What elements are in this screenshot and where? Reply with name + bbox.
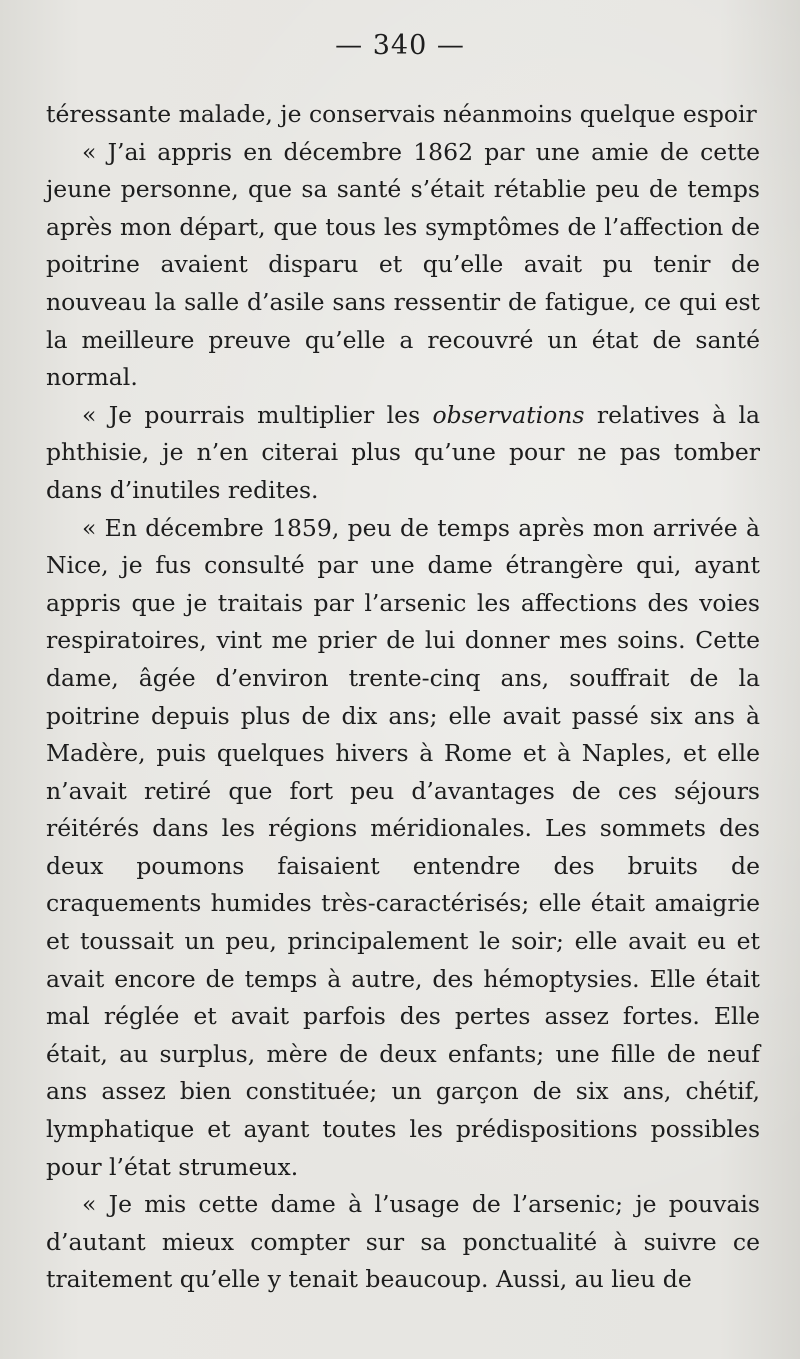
italic-observations: observations	[432, 400, 585, 429]
page-number: — 340 —	[335, 30, 465, 61]
paragraph-treatment: « Je mis cette dame à l’usage de l’arsenic; je pouvais d’autant mieux compter sur sa ponctualité à suivre ce traitement qu’elle y tenait beaucoup. Aussi, au lieu de	[46, 1190, 760, 1294]
paragraph-observations	[46, 397, 760, 510]
paragraph-observations-lead: « Je pourrais multiplier les	[82, 400, 433, 429]
paragraph-case-description: « En décembre 1859, peu de temps après mon arrivée à Nice, je fus consulté par une dame étrangère qui, ayant appris que je traitais par l’arsenic les affections des voies respiratoires, vint me prier de lui donner mes soins. Cette dame, âgée d’environ trente-cinq ans, souffrait de la poitrine depuis plus de dix ans; elle avait passé six ans à Madère, puis quelques hivers à Rome et à Naples, et elle n’avait retiré que fort peu d’avantages de ces séjours réitérés dans les régions méridionales. Les sommets des deux poumons faisaient entendre des bruits de craquements humides très-caractérisés; elle était amaigrie et toussait un peu, principalement le soir; elle avait eu et avait encore de temps à autre, des hémoptysies. Elle était mal réglée et avait parfois des pertes assez fortes. Elle était, au surplus, mère de deux enfants; une fille de neuf ans assez bien constituée; un garçon de six ans, chétif, lymphatique et ayant toutes les prédispositions possibles pour l’état strumeux.	[46, 513, 760, 1181]
page-body-text	[46, 96, 760, 1299]
paragraph-recovery-report: « J’ai appris en décembre 1862 par une amie de cette jeune personne, que sa santé s’était rétablie peu de temps après mon départ, que tous les symptômes de l’affection de poitrine avaient disparu et qu’elle avait pu tenir de nouveau la salle d’asile sans ressentir de fatigue, ce qui est la meilleure preuve qu’elle a recouvré un état de santé normal.	[46, 137, 760, 392]
paragraph-observations-tail: relatives à la phthisie, je n’en citerai plus qu’une pour ne pas tomber dans d’inutiles redites.	[46, 400, 761, 504]
paragraph-continuation: téressante malade, je conservais néanmoins quelque espoir	[46, 100, 757, 128]
